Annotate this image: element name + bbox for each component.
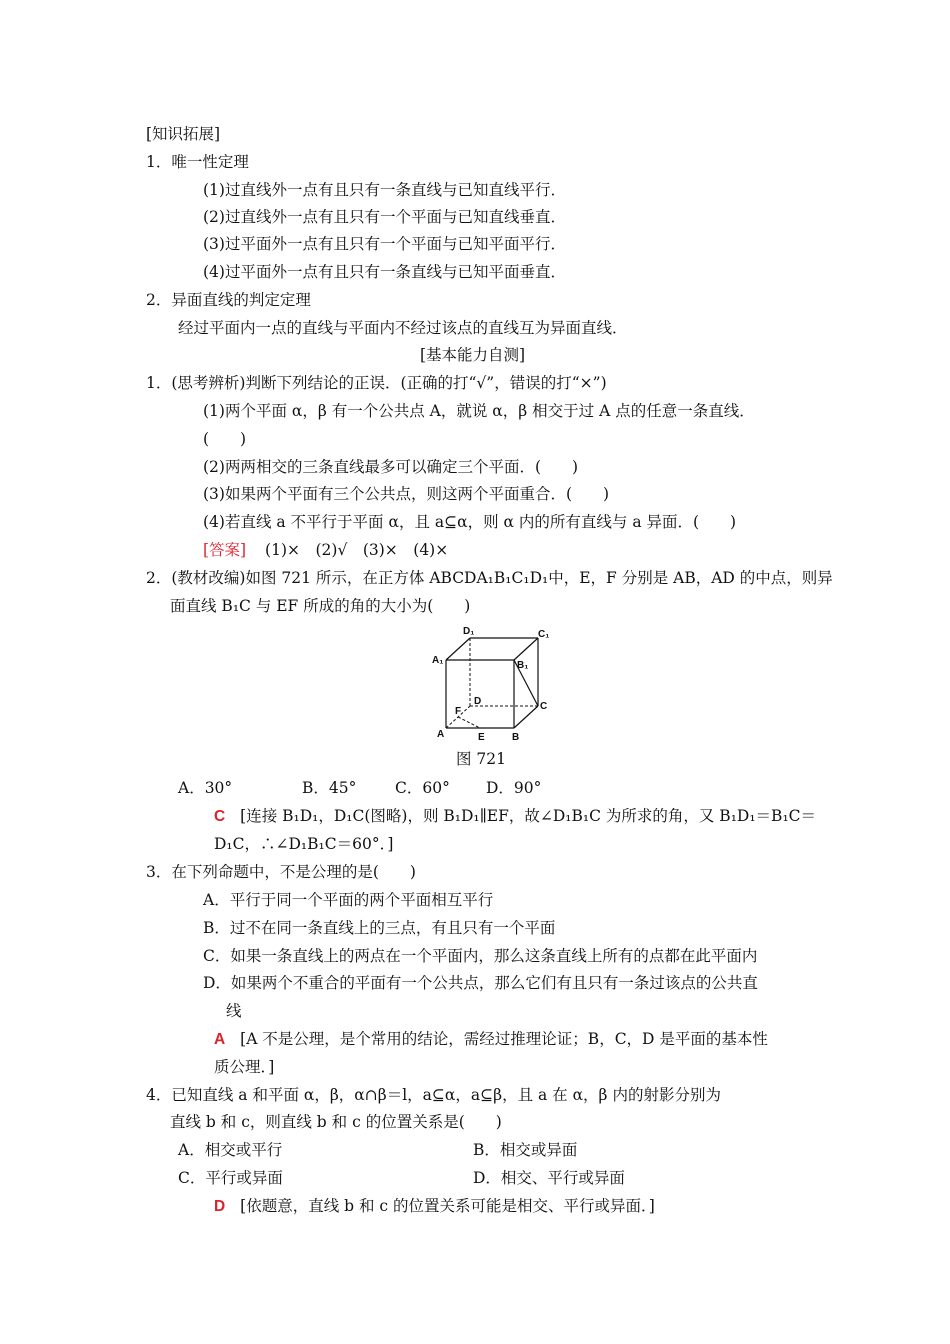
label-B: B — [512, 732, 520, 743]
q1-item: (1)两个平面 α，β 有一个公共点 A，就说 α，β 相交于过 A 点的任意一条直线． — [203, 402, 755, 420]
label-F: F — [455, 706, 462, 717]
label-B1: B₁ — [517, 660, 529, 671]
q2-option: C．60° — [395, 779, 450, 797]
label-C: C — [540, 701, 548, 712]
q4-explanation-text: [依题意，直线 b 和 c 的位置关系可能是相交、平行或异面．] — [240, 1197, 655, 1215]
q1-item: (2)两两相交的三条直线最多可以确定三个平面．( ) — [203, 458, 579, 476]
q1-answer-text: (1)× (2)√ (3)× (4)× — [265, 541, 449, 559]
q3-explanation-line1 — [214, 1029, 768, 1050]
q4-option: A．相交或平行 — [178, 1141, 283, 1159]
label-E: E — [478, 732, 485, 743]
q4-option: C．平行或异面 — [178, 1169, 283, 1187]
q3-explanation-text: [A 不是公理，是个常用的结论，需经过推理论证；B，C，D 是平面的基本性 — [240, 1030, 768, 1048]
q4-answer-letter: D — [214, 1198, 226, 1215]
q4-option: B．相交或异面 — [473, 1141, 578, 1159]
label-D1: D₁ — [463, 626, 475, 637]
q4-explanation-line — [214, 1196, 655, 1217]
q3-option: A．平行于同一个平面的两个平面相互平行 — [203, 891, 494, 909]
q2-answer-letter: C — [214, 808, 226, 825]
q2-option: A．30° — [178, 779, 233, 797]
theorem-1-title: 1．唯一性定理 — [146, 153, 249, 171]
q4-stem-line1: 4．已知直线 a 和平面 α，β，α∩β＝l，a⊆α，a⊆β，且 a 在 α，β 内的射影分别为 — [146, 1086, 721, 1104]
q3-option-continuation: 线 — [226, 1002, 242, 1020]
q3-option: B．过不在同一条直线上的三点，有且只有一个平面 — [203, 919, 556, 937]
q1-item: (4)若直线 a 不平行于平面 α，且 a⊆α，则 α 内的所有直线与 a 异面．( ) — [203, 513, 737, 531]
q3-stem: 3．在下列命题中，不是公理的是( ) — [146, 863, 416, 881]
label-A: A — [437, 729, 445, 740]
section-header-self-test: [基本能力自测] — [420, 346, 526, 364]
theorem-1-item: (4)过平面外一点有且只有一条直线与已知平面垂直． — [203, 263, 566, 281]
q1-answer-line — [203, 540, 448, 560]
label-C1: C₁ — [538, 629, 550, 640]
q4-stem-line2: 直线 b 和 c，则直线 b 和 c 的位置关系是( ) — [170, 1113, 502, 1131]
q2-explanation-text: [连接 B₁D₁，D₁C(图略)，则 B₁D₁∥EF，故∠D₁B₁C 为所求的角，又 B₁D₁＝B₁C＝ — [240, 807, 817, 825]
theorem-1-item: (1)过直线外一点有且只有一条直线与已知直线平行． — [203, 181, 566, 199]
label-A1: A₁ — [432, 655, 444, 666]
q3-explanation-line2: 质公理．] — [214, 1058, 275, 1076]
q4-option: D．相交、平行或异面 — [473, 1169, 625, 1187]
q1-answer-tag: [答案] — [203, 541, 247, 559]
figure-caption: 图 721 — [456, 750, 507, 768]
q1-item-bracket: ( ) — [203, 430, 247, 448]
q2-explanation-line2: D₁C，∴∠D₁B₁C＝60°．] — [214, 835, 394, 853]
q2-explanation-line1 — [214, 806, 816, 827]
cube-figure — [420, 620, 560, 748]
theorem-2-text: 经过平面内一点的直线与平面内不经过该点的直线互为异面直线． — [178, 319, 628, 337]
q2-stem-line2: 面直线 B₁C 与 EF 所成的角的大小为( ) — [170, 597, 471, 615]
q1-item: (3)如果两个平面有三个公共点，则这两个平面重合．( ) — [203, 485, 610, 503]
q3-answer-letter: A — [214, 1031, 226, 1048]
theorem-1-item: (3)过平面外一点有且只有一个平面与已知平面平行． — [203, 235, 566, 253]
section-header-knowledge: [知识拓展] — [146, 125, 221, 143]
theorem-2-title: 2．异面直线的判定定理 — [146, 291, 311, 309]
q3-option: D．如果两个不重合的平面有一个公共点，那么它们有且只有一条过该点的公共直 — [203, 974, 758, 992]
theorem-1-item: (2)过直线外一点有且只有一个平面与已知直线垂直． — [203, 208, 566, 226]
q1-stem: 1．(思考辨析)判断下列结论的正误．(正确的打“√”，错误的打“×”) — [146, 374, 607, 392]
q2-option: B．45° — [302, 779, 357, 797]
q2-option: D．90° — [486, 779, 542, 797]
q2-stem-line1: 2．(教材改编)如图 721 所示，在正方体 ABCDA₁B₁C₁D₁中，E，F 分别是 AB，AD 的中点，则异 — [146, 569, 833, 587]
label-D: D — [474, 696, 482, 707]
q3-option: C．如果一条直线上的两点在一个平面内，那么这条直线上所有的点都在此平面内 — [203, 947, 758, 965]
